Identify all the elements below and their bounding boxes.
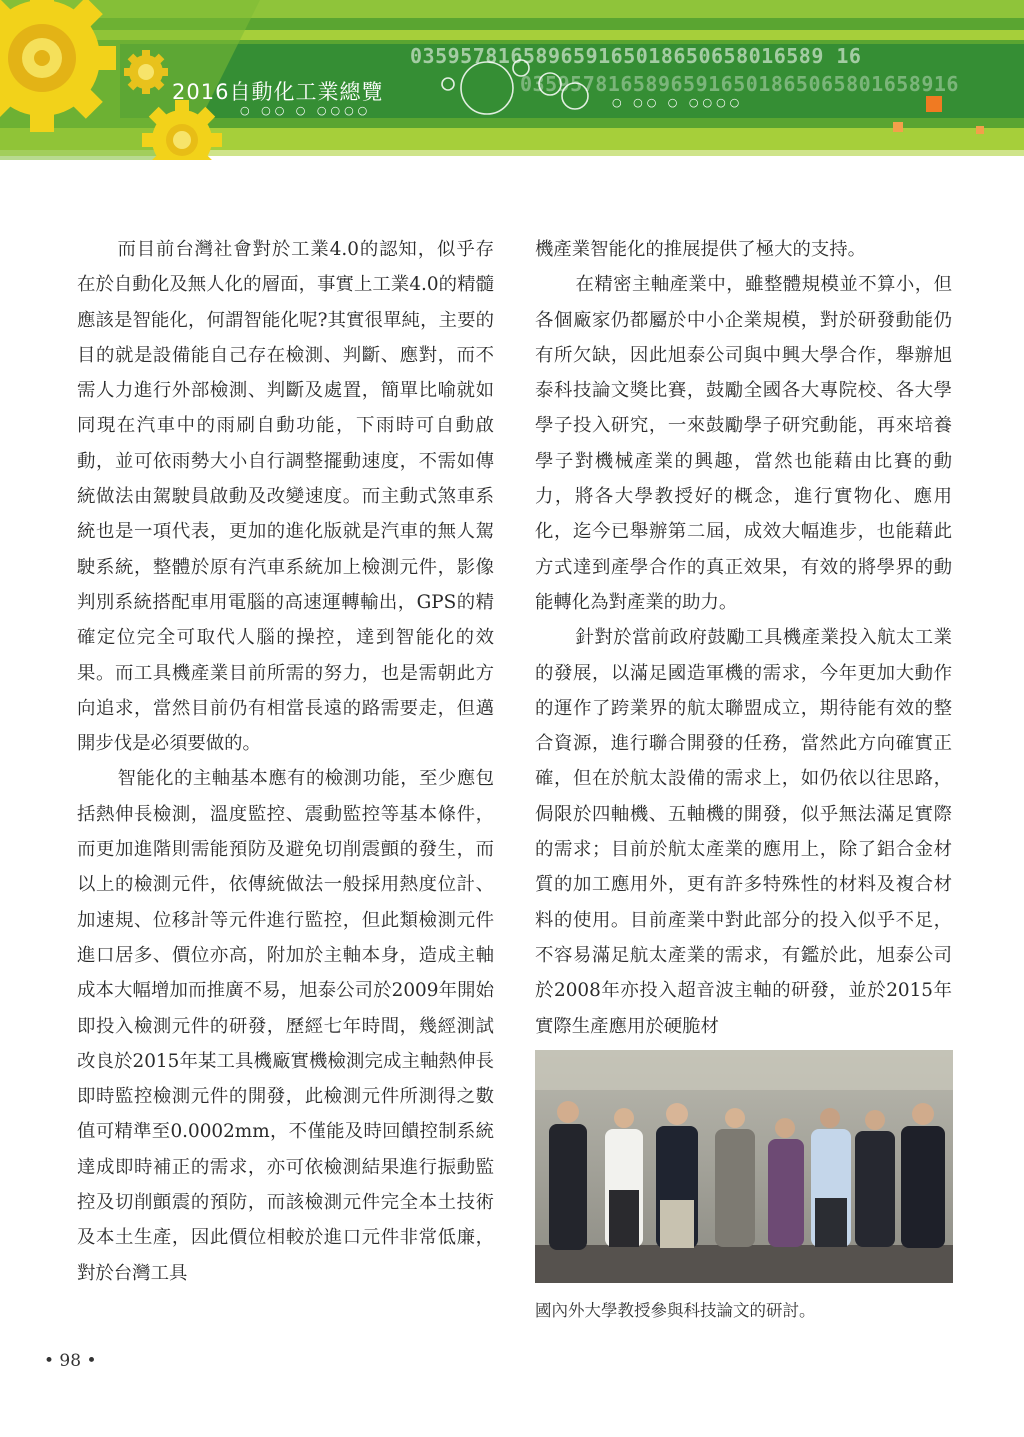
banner-dots-1: ○ ○○ ○ ○○○○ (240, 104, 372, 117)
left-column (77, 232, 494, 1291)
paragraph: 針對於當前政府鼓勵工具機產業投入航太工業的發展，以滿足國造軍機的需求，今年更加大動作的運作了跨業界的航太聯盟成立，期待能有效的整合資源，進行聯合開發的任務，當然此方向確實正確，但在於航太設備的需求上，如仍依以往思路，侷限於四軸機、五軸機的開發，似乎無法滿足實際的需求；目前於航太產業的應用上，除了鋁合金材質的加工應用外，更有許多特殊性的材料及複合材料的使用。目前產業中對此部分的投入似乎不足，不容易滿足航太產業的需求，有鑑於此，旭泰公司於2008年亦投入超音波主軸的研發，並於2015年實際生產應用於硬脆材 (535, 627, 952, 1037)
group-photo-image (535, 1050, 953, 1283)
banner-digits-2: 03595781658965916501865065801658916 (520, 72, 959, 96)
orange-square-small-icon (893, 122, 903, 132)
paragraph: 而目前台灣社會對於工業4.0的認知，似乎存在於自動化及無人化的層面，事實上工業4.0的精髓應該是智能化，何謂智能化呢?其實很單純，主要的目的就是設備能自己存在檢測、判斷、應對，而不需人力進行外部檢測、判斷及處置，簡單比喻就如同現在汽車中的雨刷自動功能，下雨時可自動啟動，並可依雨勢大小自行調整擺動速度，不需如傳統做法由駕駛員啟動及改變速度。而主動式煞車系統也是一項代表，更加的進化版就是汽車的無人駕駛系統，整體於原有汽車系統加上檢測元件，影像判別系統搭配車用電腦的高速運轉輸出，GPS的精確定位完全可取代人腦的操控，達到智能化的效果。而工具機產業目前所需的努力，也是需朝此方向追求，當然目前仍有相當長遠的路需要走，但邁開步伐是必須要做的。 (77, 239, 494, 755)
orange-square-icon (926, 96, 942, 112)
page-number: • 98 • (44, 1351, 97, 1371)
paragraph: 智能化的主軸基本應有的檢測功能，至少應包括熱伸長檢測，溫度監控、震動監控等基本條件，而更加進階則需能預防及避免切削震顫的發生，而以上的檢測元件，依傳統做法一般採用熱度位計、加速規、位移計等元件進行監控，但此類檢測元件進口居多、價位亦高，附加於主軸本身，造成主軸成本大幅增加而推廣不易，旭泰公司於2009年開始即投入檢測元件的研發，歷經七年時間，幾經測試改良於2015年某工具機廠實機檢測完成主軸熱伸長即時監控檢測元件的開發，此檢測元件所測得之數值可精準至0.0002mm，不僅能及時回饋控制系統達成即時補正的需求，亦可依檢測結果進行振動監控及切削顫震的預防，而該檢測元件完全本土技術及本土生產，因此價位相較於進口元件非常低廉，對於台灣工具 (77, 768, 494, 1284)
group-photo (535, 1050, 953, 1283)
right-column (535, 232, 952, 1044)
small-gear-icon (124, 50, 168, 94)
header-banner (0, 0, 1024, 160)
banner-digits-1: 035957816589659165018650658016589 16 (410, 44, 862, 68)
paragraph: 在精密主軸產業中，雖整體規模並不算小，但各個廠家仍都屬於中小企業規模，對於研發動能仍有所欠缺，因此旭泰公司與中興大學合作，舉辦旭泰科技論文獎比賽，鼓勵全國各大專院校、各大學學子投入研究，一來鼓勵學子研究動能，再來培養學子對機械產業的興趣，當然也能藉由比賽的動力，將各大學教授好的概念，進行實物化、應用化，迄今已舉辦第二屆，成效大幅進步，也能藉此方式達到產學合作的真正效果，有效的將學界的動能轉化為對產業的助力。 (535, 274, 952, 613)
banner-dots-2: ○ ○○ ○ ○○○○ (612, 96, 744, 109)
paragraph-continuation: 機產業智能化的推展提供了極大的支持。 (535, 239, 867, 260)
photo-caption: 國內外大學教授參與科技論文的研討。 (535, 1301, 816, 1320)
publication-title: 2016自動化工業總覽 (172, 80, 384, 104)
